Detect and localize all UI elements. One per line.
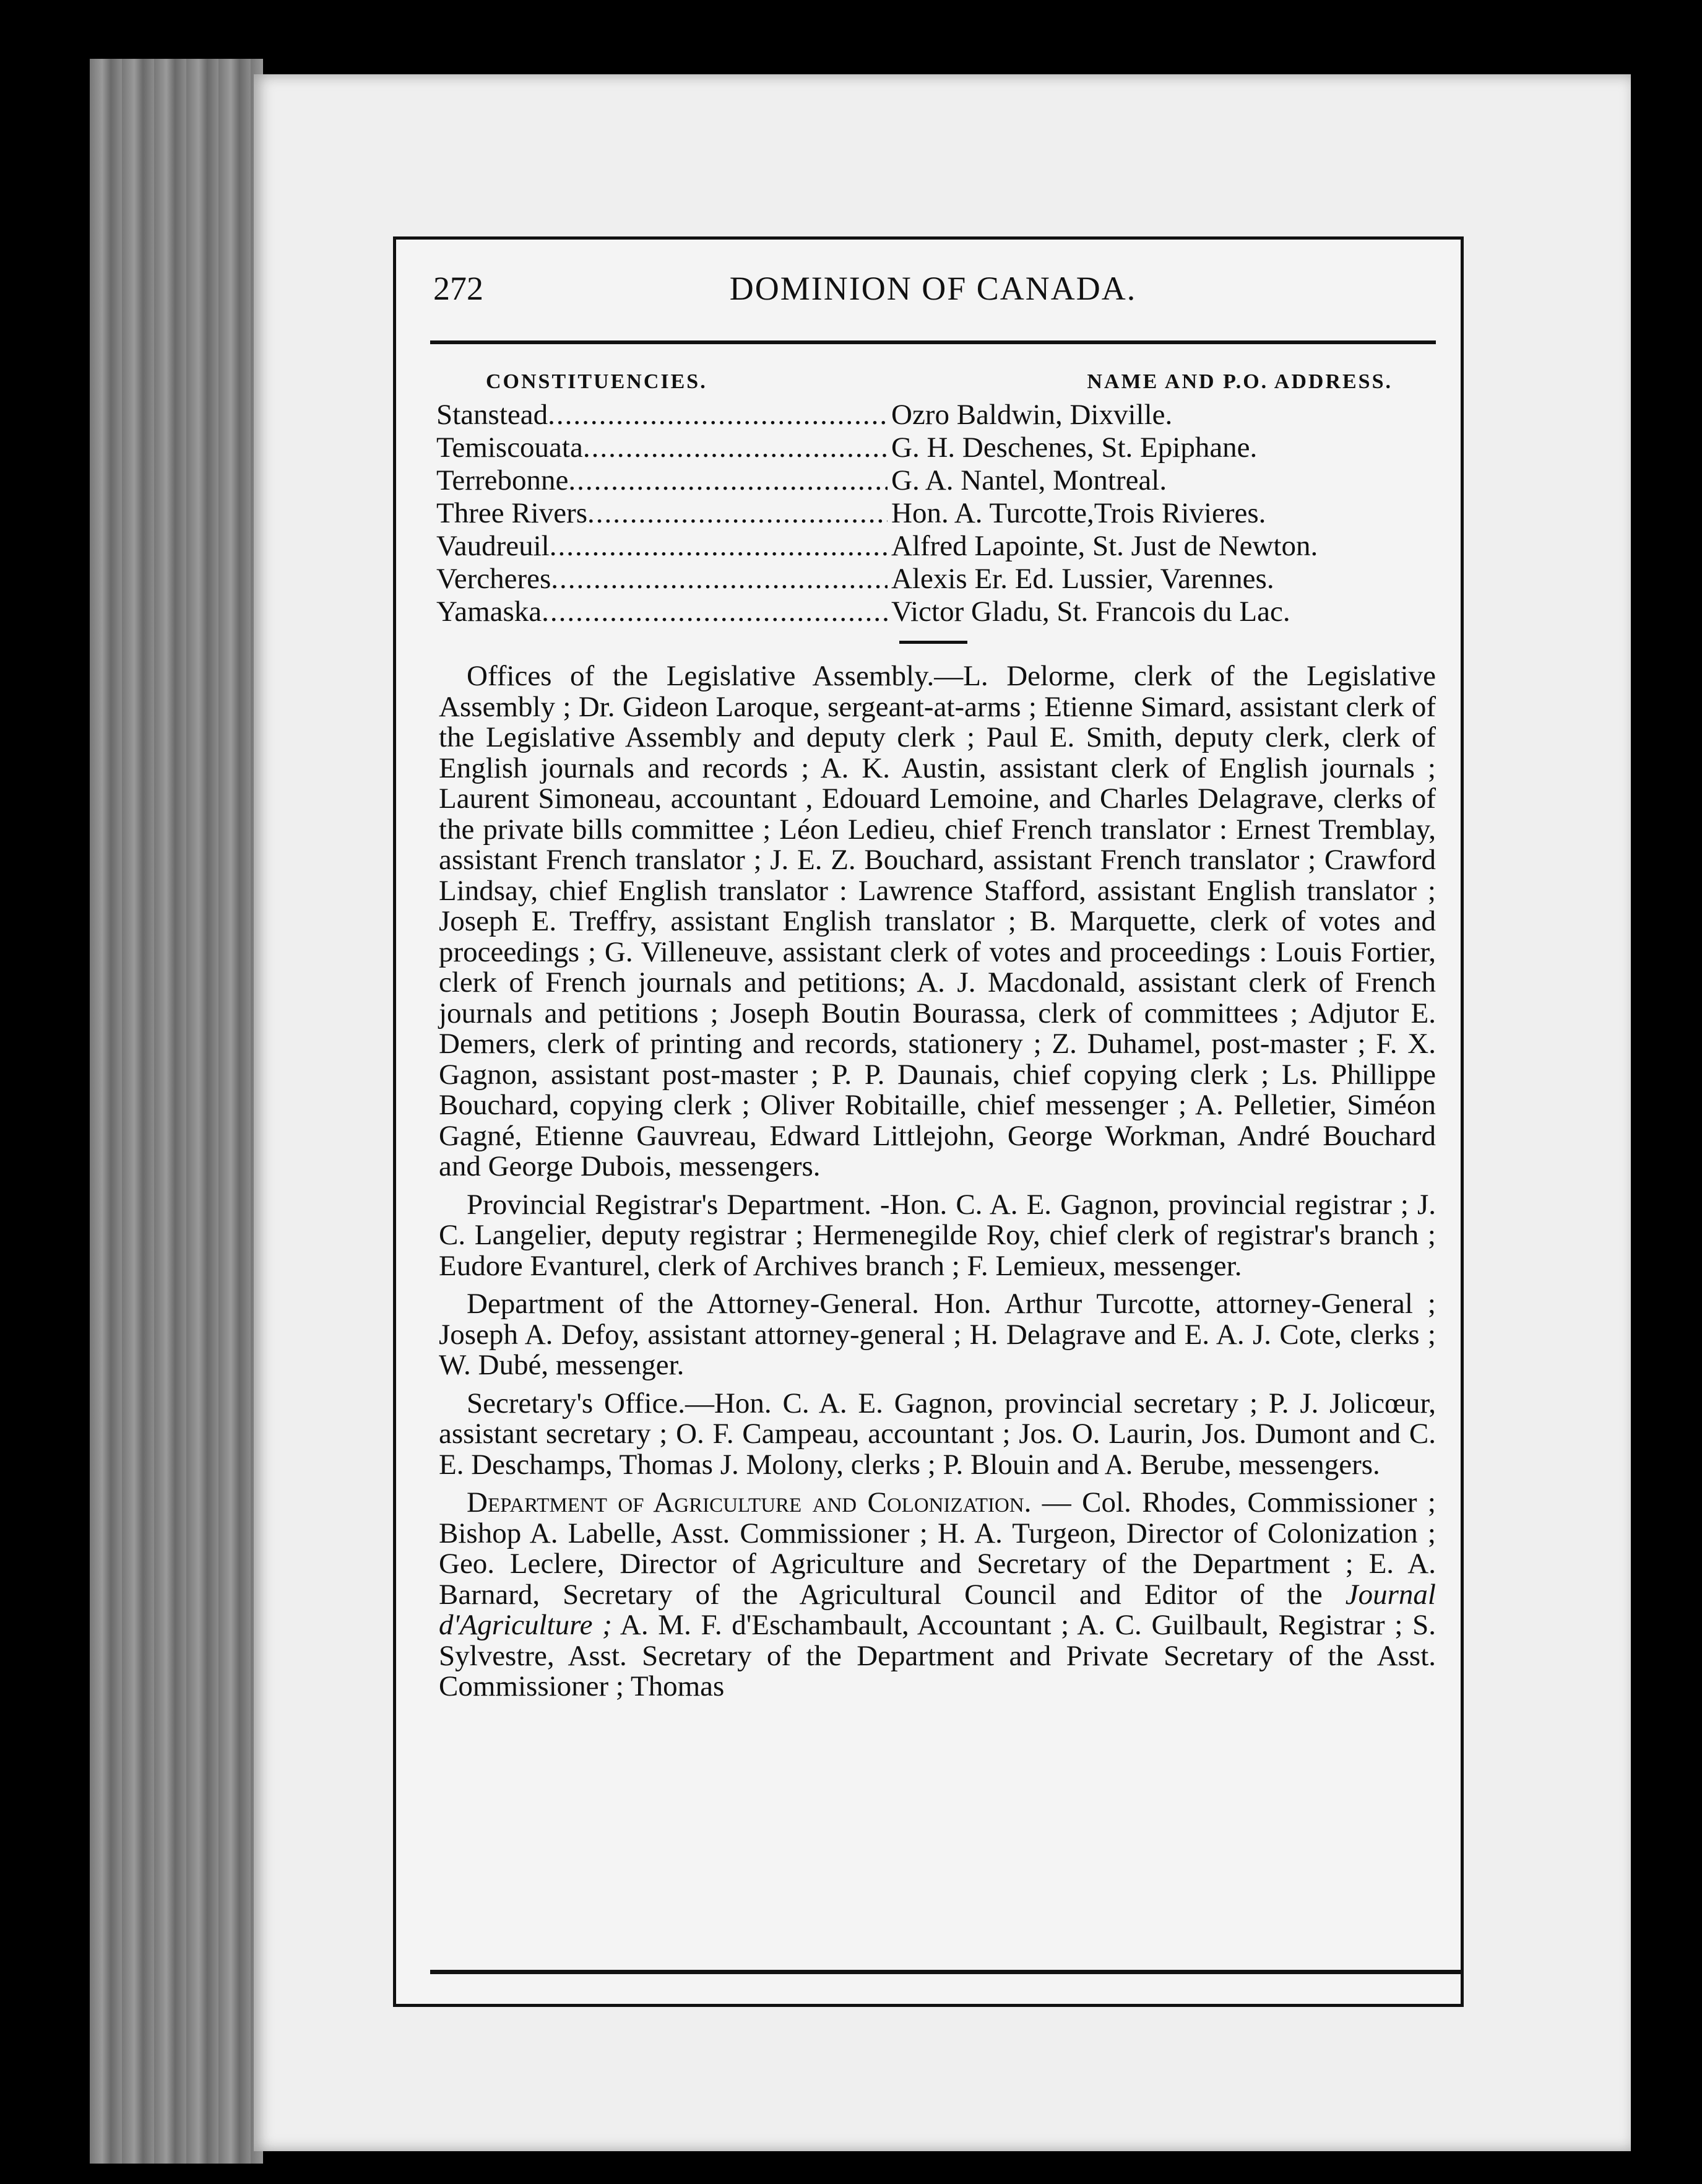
section-text: Hon. Arthur Turcotte, attorney-General ; Joseph A. Defoy, assistant attorney-general ; H. Delagrave and E. A. J. Cote, clerks ; W. Dubé, messenger.	[439, 1288, 1436, 1381]
header-rule	[430, 340, 1436, 344]
constituency-name: Yamaska	[436, 596, 542, 628]
section-legislative-assembly-offices	[439, 661, 1436, 1182]
constituency-name: Vercheres	[436, 563, 551, 595]
section-text: Col. Rhodes, Commissioner ; Bishop A. Labelle, Asst. Commissioner ; H. A. Turgeon, Director of Colonization ; Geo. Leclere, Director of Agriculture and Secretary of the Department ; E. A. Barnard, Secretary of the Agricultural Council and Editor of the	[439, 1486, 1436, 1611]
column-headings	[486, 370, 1393, 394]
constituency-name: Three Rivers	[436, 497, 588, 529]
list-item	[436, 530, 1436, 563]
list-item	[436, 596, 1436, 628]
section-text: Hon. C. A. E. Gagnon, provincial secretary ; P. J. Jolicœur, assistant secretary ; O. F. Campeau, accountant ; Jos. O. Laurin, Jos. Dumont and C. E. Deschamps, Thomas J. Molony, clerks ; P. Blouin and A. Berube, messengers.	[439, 1387, 1436, 1481]
list-item	[436, 497, 1436, 530]
page-frame	[393, 236, 1464, 2007]
section-heading: Provincial Registrar's Department. -	[467, 1188, 890, 1221]
leader-dots	[587, 497, 888, 530]
constituency-name: Stanstead	[436, 399, 548, 431]
leader-dots	[550, 530, 888, 563]
member-address: Hon. A. Turcotte,Trois Rivieres.	[891, 497, 1266, 529]
section-attorney-general	[439, 1289, 1436, 1381]
page-content	[430, 269, 1436, 1710]
list-item	[436, 431, 1436, 464]
leader-dots	[542, 596, 888, 628]
column-heading-constituencies: CONSTITUENCIES.	[486, 370, 707, 393]
member-address: G. A. Nantel, Montreal.	[891, 464, 1167, 496]
section-text-continued: A. M. F. d'Eschambault, Accountant ; A. C. Guilbault, Registrar ; S. Sylvestre, Asst. Secretary of the Department and Private Secretary of the Asst. Commissioner ; Thomas	[439, 1609, 1436, 1702]
journal-title: Journal d'Agriculture ;	[439, 1578, 1436, 1641]
running-head	[430, 269, 1436, 340]
section-text: Hon. C. A. E. Gagnon, provincial registrar ; J. C. Langelier, deputy registrar ; Hermenegilde Roy, chief clerk of registrar's branch ; Eudore Evanturel, clerk of Archives branch ; F. Lemieux, messenger.	[439, 1188, 1436, 1282]
page-number: 272	[433, 270, 483, 307]
section-heading: Secretary's Office.—	[467, 1387, 714, 1419]
member-address: Ozro Baldwin, Dixville.	[891, 399, 1173, 431]
leader-dots	[583, 431, 888, 464]
list-item	[436, 563, 1436, 596]
book-page	[254, 74, 1631, 2151]
constituency-list	[436, 399, 1436, 628]
member-address: G. H. Deschenes, St. Epiphane.	[891, 431, 1258, 464]
section-text: L. Delorme, clerk of the Legislative Assembly ; Dr. Gideon Laroque, sergeant-at-arms ; Etienne Simard, assistant clerk of the Legislative Assembly and deputy clerk ; Paul E. Smith, deputy clerk, clerk of English journals and records ; A. K. Austin, assistant clerk of English journals ; Laurent Simoneau, accountant , Edouard Lemoine, and Charles Delagrave, clerks of the private bills committee ; Léon Ledieu, chief French translator : Ernest Tremblay, assistant French translator ; J. E. Z. Bouchard, assistant French translator ; Crawford Lindsay, chief English translator : Lawrence Stafford, assistant English translator ; Joseph E. Treffry, assistant English translator ; B. Marquette, clerk of votes and proceedings ; G. Villeneuve, assistant clerk of votes and proceedings : Louis Fortier, clerk of French journals and petitions; A. J. Macdonald, assistant clerk of French journals and petitions ; Joseph Boutin Bourassa, clerk of committees ; Adjutor E. Demers, clerk of printing and records, stationery ; Z. Duhamel, post-master ; F. X. Gagnon, assistant post-master ; P. P. Daunais, chief copying clerk ; Ls. Phillippe Bouchard, copying clerk ; Oliver Robitaille, chief messenger ; A. Pelletier, Siméon Gagné, Etienne Gauvreau, Edward Littlejohn, George Workman, André Bouchard and George Dubois, messengers.	[439, 660, 1436, 1182]
section-secretarys-office	[439, 1389, 1436, 1481]
page-title: DOMINION OF CANADA.	[729, 270, 1137, 307]
constituency-name: Temiscouata	[436, 431, 583, 464]
section-agriculture-colonization	[439, 1488, 1436, 1702]
constituency-name: Vaudreuil	[436, 530, 550, 562]
section-divider	[899, 641, 967, 644]
constituency-name: Terrebonne	[436, 464, 569, 496]
leader-dots	[548, 399, 888, 431]
column-heading-name-address: NAME AND P.O. ADDRESS.	[1087, 370, 1393, 393]
section-heading: Department of the Attorney-General.	[467, 1288, 934, 1320]
member-address: Victor Gladu, St. Francois du Lac.	[891, 596, 1290, 628]
leader-dots	[551, 563, 888, 596]
section-heading: Offices of the Legislative Assembly.—	[467, 660, 964, 692]
member-address: Alfred Lapointe, St. Just de Newton.	[891, 530, 1318, 562]
leader-dots	[568, 464, 888, 497]
list-item	[436, 399, 1436, 431]
section-provincial-registrar	[439, 1190, 1436, 1282]
member-address: Alexis Er. Ed. Lussier, Varennes.	[891, 563, 1274, 595]
footer-rule	[430, 1970, 1461, 1974]
scan-border	[1631, 74, 1702, 2151]
book-page-edges	[90, 59, 263, 2164]
list-item	[436, 464, 1436, 497]
section-heading: Department of Agriculture and Colonization. —	[467, 1486, 1082, 1519]
